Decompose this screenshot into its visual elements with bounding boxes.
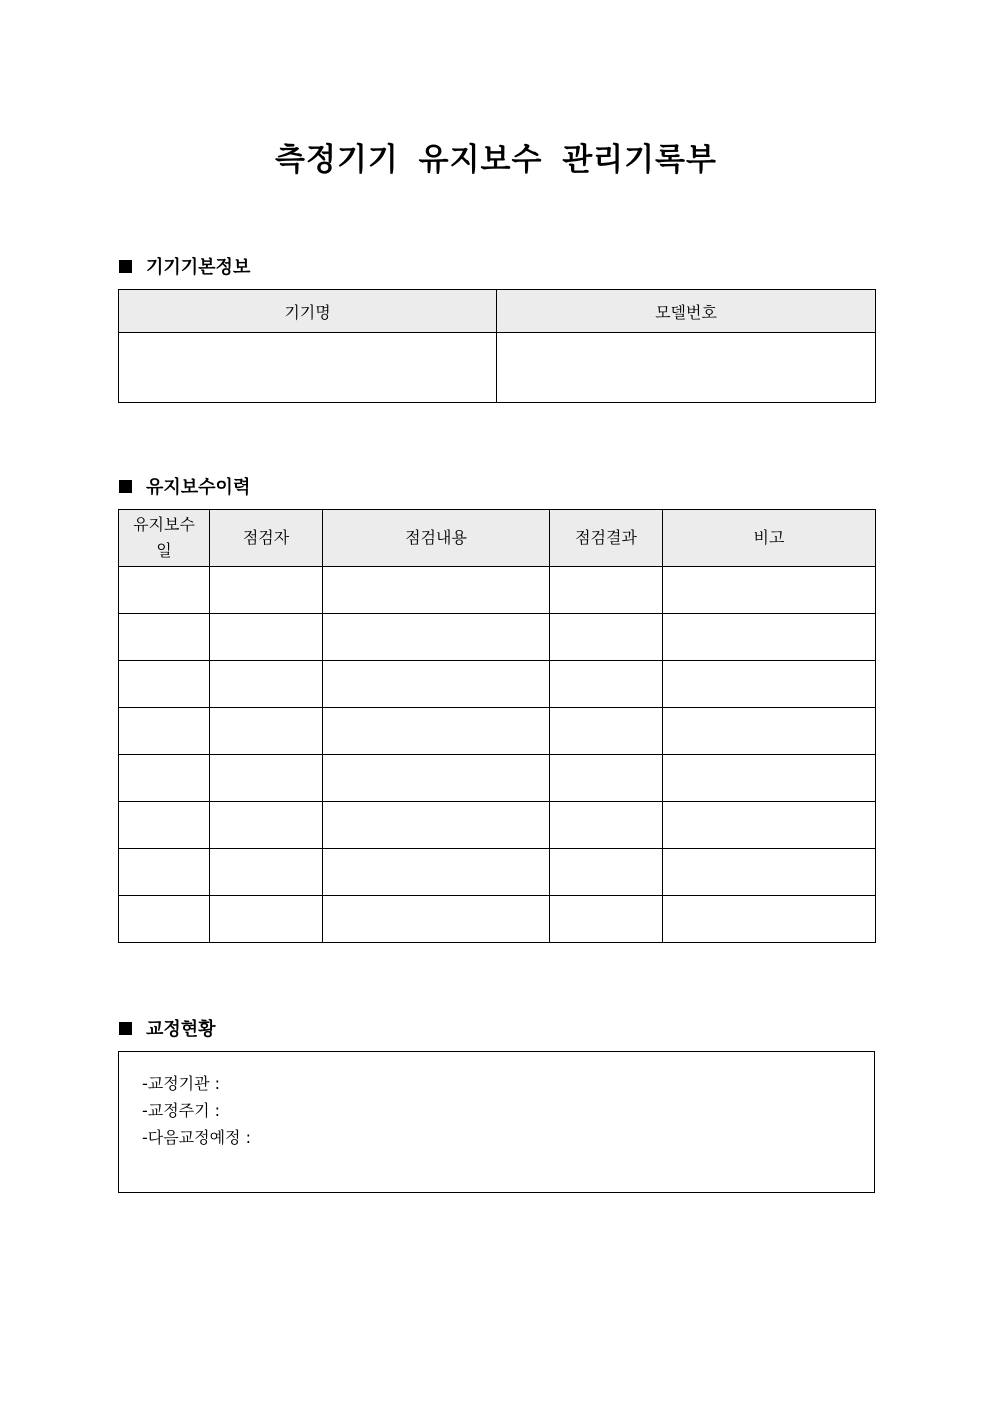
remarks-cell[interactable] bbox=[663, 755, 876, 802]
column-header-inspector: 점검자 bbox=[210, 510, 323, 567]
device-name-cell[interactable] bbox=[119, 333, 497, 403]
inspection-result-cell[interactable] bbox=[550, 567, 663, 614]
remarks-cell[interactable] bbox=[663, 567, 876, 614]
column-header-inspection-result: 점검결과 bbox=[550, 510, 663, 567]
maintenance-date-cell[interactable] bbox=[119, 802, 210, 849]
inspector-cell[interactable] bbox=[210, 802, 323, 849]
maintenance-date-cell[interactable] bbox=[119, 849, 210, 896]
maintenance-date-cell[interactable] bbox=[119, 567, 210, 614]
square-bullet-icon bbox=[119, 260, 132, 273]
section-heading-basic bbox=[119, 253, 250, 279]
calibration-status-box bbox=[118, 1051, 875, 1193]
inspector-cell[interactable] bbox=[210, 567, 323, 614]
table-row bbox=[119, 755, 876, 802]
inspection-result-cell[interactable] bbox=[550, 896, 663, 943]
inspection-details-cell[interactable] bbox=[323, 755, 550, 802]
table-header-row bbox=[119, 510, 876, 567]
maintenance-history-table bbox=[118, 509, 876, 943]
calibration-cycle-line[interactable]: -교정주기 : bbox=[142, 1101, 221, 1120]
column-header-model-number: 모델번호 bbox=[497, 290, 876, 333]
inspection-result-cell[interactable] bbox=[550, 849, 663, 896]
column-header-device-name: 기기명 bbox=[119, 290, 497, 333]
maintenance-date-cell[interactable] bbox=[119, 661, 210, 708]
table-row bbox=[119, 708, 876, 755]
inspection-details-cell[interactable] bbox=[323, 614, 550, 661]
table-row bbox=[119, 896, 876, 943]
remarks-cell[interactable] bbox=[663, 614, 876, 661]
inspector-cell[interactable] bbox=[210, 661, 323, 708]
maintenance-date-cell[interactable] bbox=[119, 896, 210, 943]
inspection-details-cell[interactable] bbox=[323, 661, 550, 708]
model-number-cell[interactable] bbox=[497, 333, 876, 403]
inspection-details-cell[interactable] bbox=[323, 849, 550, 896]
inspection-result-cell[interactable] bbox=[550, 755, 663, 802]
table-row bbox=[119, 849, 876, 896]
section-heading-text: 기기기본정보 bbox=[146, 257, 251, 278]
table-row bbox=[119, 802, 876, 849]
section-heading-text: 교정현황 bbox=[146, 1019, 216, 1040]
inspector-cell[interactable] bbox=[210, 849, 323, 896]
inspector-cell[interactable] bbox=[210, 708, 323, 755]
inspection-result-cell[interactable] bbox=[550, 614, 663, 661]
remarks-cell[interactable] bbox=[663, 802, 876, 849]
column-header-remarks: 비고 bbox=[663, 510, 876, 567]
inspection-details-cell[interactable] bbox=[323, 896, 550, 943]
inspection-details-cell[interactable] bbox=[323, 802, 550, 849]
square-bullet-icon bbox=[119, 480, 132, 493]
maintenance-date-cell[interactable] bbox=[119, 708, 210, 755]
section-heading-calibration bbox=[119, 1015, 216, 1041]
table-header-row bbox=[119, 290, 876, 333]
section-heading-history bbox=[119, 473, 250, 499]
table-row bbox=[119, 614, 876, 661]
remarks-cell[interactable] bbox=[663, 896, 876, 943]
remarks-cell[interactable] bbox=[663, 708, 876, 755]
inspection-result-cell[interactable] bbox=[550, 802, 663, 849]
table-row bbox=[119, 333, 876, 403]
basic-info-table bbox=[118, 289, 876, 403]
page-title: 측정기기 유지보수 관리기록부 bbox=[275, 142, 717, 178]
column-header-maintenance-date: 유지보수일 bbox=[119, 510, 210, 567]
calibration-agency-line[interactable]: -교정기관 : bbox=[142, 1074, 221, 1093]
maintenance-date-cell[interactable] bbox=[119, 755, 210, 802]
table-row bbox=[119, 661, 876, 708]
square-bullet-icon bbox=[119, 1022, 132, 1035]
inspection-details-cell[interactable] bbox=[323, 567, 550, 614]
section-heading-text: 유지보수이력 bbox=[146, 477, 251, 498]
inspector-cell[interactable] bbox=[210, 755, 323, 802]
inspection-result-cell[interactable] bbox=[550, 661, 663, 708]
inspection-result-cell[interactable] bbox=[550, 708, 663, 755]
remarks-cell[interactable] bbox=[663, 661, 876, 708]
next-calibration-line[interactable]: -다음교정예정 : bbox=[142, 1128, 251, 1147]
table-row bbox=[119, 567, 876, 614]
inspection-details-cell[interactable] bbox=[323, 708, 550, 755]
remarks-cell[interactable] bbox=[663, 849, 876, 896]
maintenance-date-cell[interactable] bbox=[119, 614, 210, 661]
inspector-cell[interactable] bbox=[210, 614, 323, 661]
inspector-cell[interactable] bbox=[210, 896, 323, 943]
column-header-inspection-details: 점검내용 bbox=[323, 510, 550, 567]
